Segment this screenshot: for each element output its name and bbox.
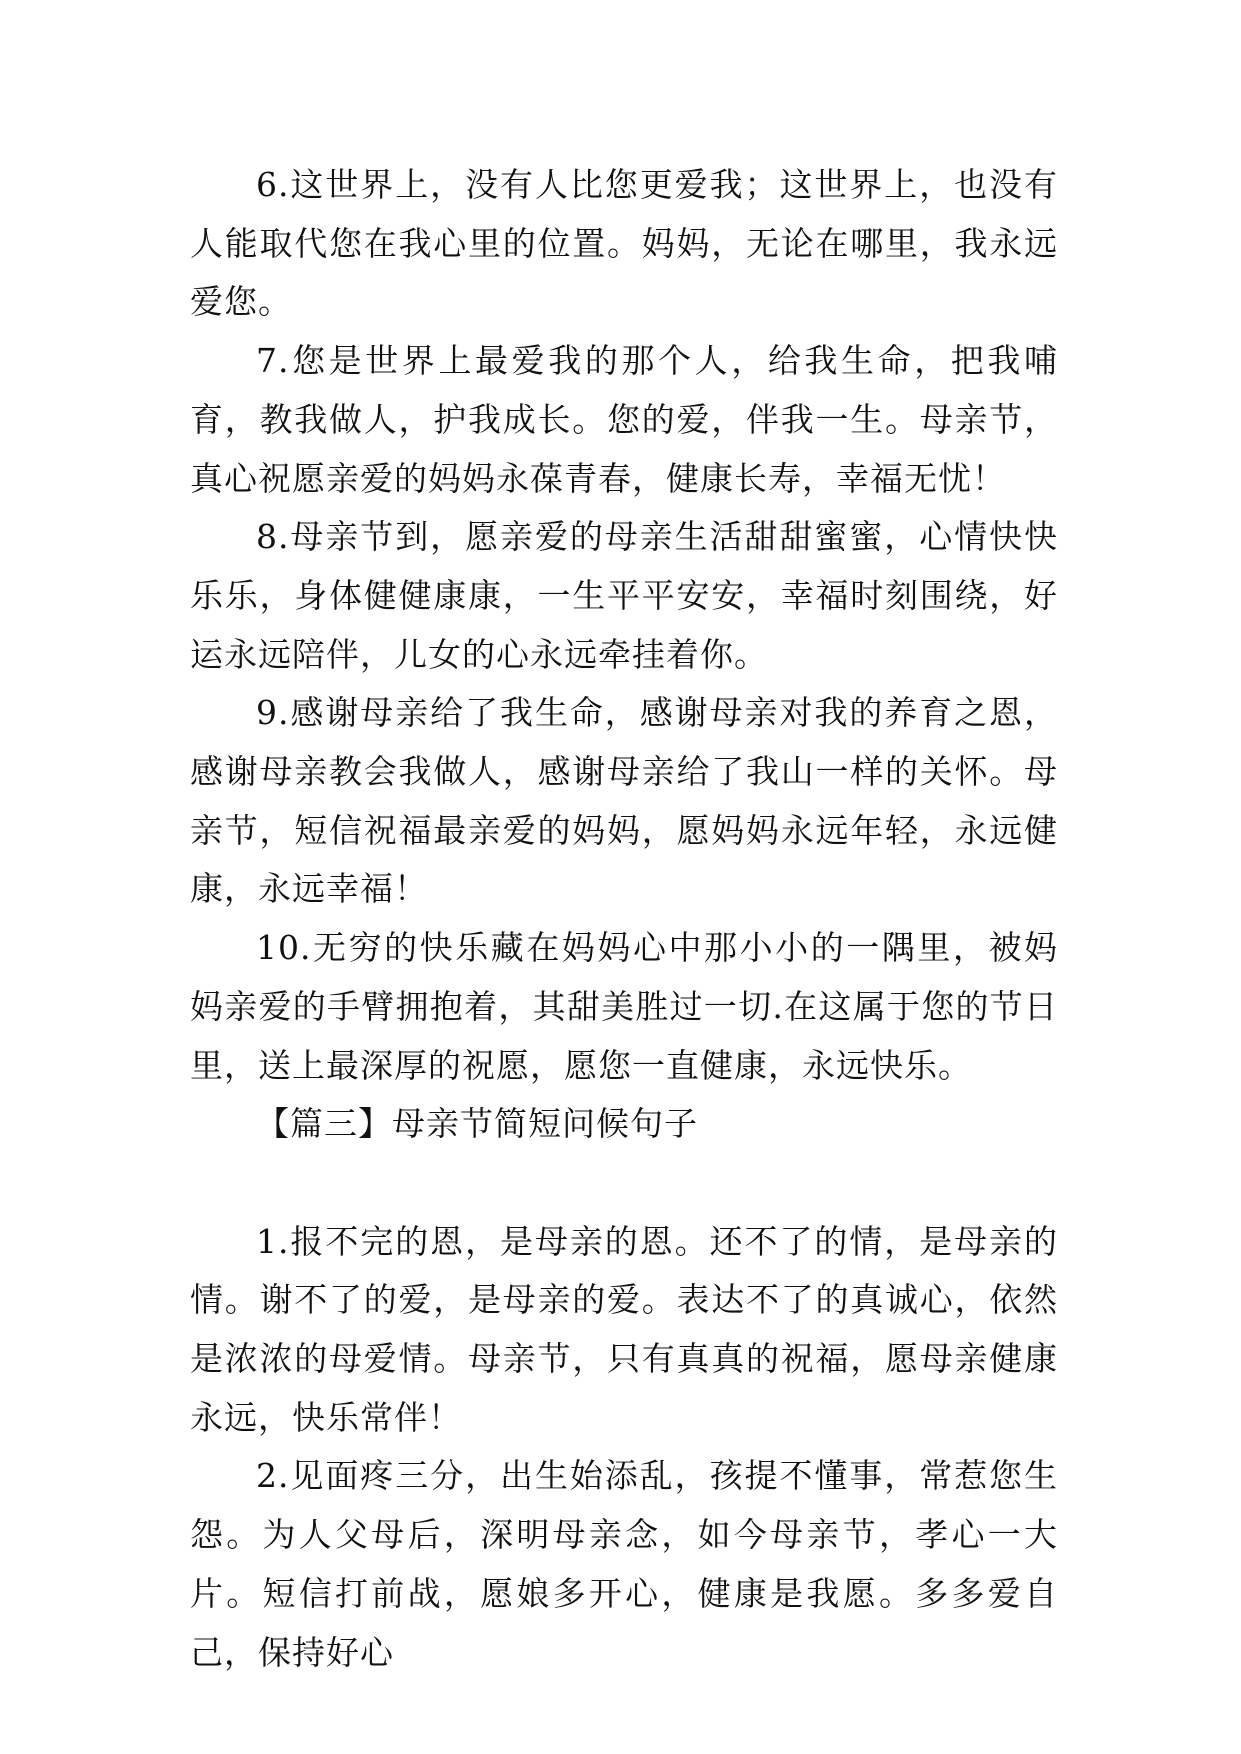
paragraph-item-7: 7.您是世界上最爱我的那个人，给我生命，把我哺育，教我做人，护我成长。您的爱，伴我一生。母亲节，真心祝愿亲爱的妈妈永葆青春，健康长寿，幸福无忧！ — [190, 341, 1058, 498]
paragraph-item-1: 1.报不完的恩，是母亲的恩。还不了的情，是母亲的情。谢不了的爱，是母亲的爱。表达不了的真诚心，依然是浓浓的母爱情。母亲节，只有真真的祝福，愿母亲健康永远，快乐常伴！ — [190, 1221, 1058, 1437]
paragraph-item-8: 8.母亲节到，愿亲爱的母亲生活甜甜蜜蜜，心情快快乐乐，身体健健康康，一生平平安安，幸福时刻围绕，好运永远陪伴，儿女的心永远牵挂着你。 — [190, 517, 1058, 674]
paragraph-item-9: 9.感谢母亲给了我生命，感谢母亲对我的养育之恩，感谢母亲教会我做人，感谢母亲给了我山一样的关怀。母亲节，短信祝福最亲爱的妈妈，愿妈妈永远年轻，永远健康，永远幸福！ — [190, 693, 1058, 909]
document-body — [190, 156, 1058, 1682]
section-heading: 【篇三】母亲节简短问候句子 — [256, 1104, 698, 1144]
paragraph-item-2: 2.见面疼三分，出生始添乱，孩提不懂事，常惹您生怨。为人父母后，深明母亲念，如今母亲节，孝心一大片。短信打前战，愿娘多开心，健康是我愿。多多爱自己，保持好心 — [190, 1456, 1058, 1672]
paragraph-item-10: 10.无穷的快乐藏在妈妈心中那小小的一隅里，被妈妈亲爱的手臂拥抱着，其甜美胜过一切.在这属于您的节日里，送上最深厚的祝愿，愿您一直健康，永远快乐。 — [190, 928, 1058, 1085]
paragraph-item-6: 6.这世界上，没有人比您更爱我；这世界上，也没有人能取代您在我心里的位置。妈妈，无论在哪里，我永远爱您。 — [190, 165, 1058, 322]
